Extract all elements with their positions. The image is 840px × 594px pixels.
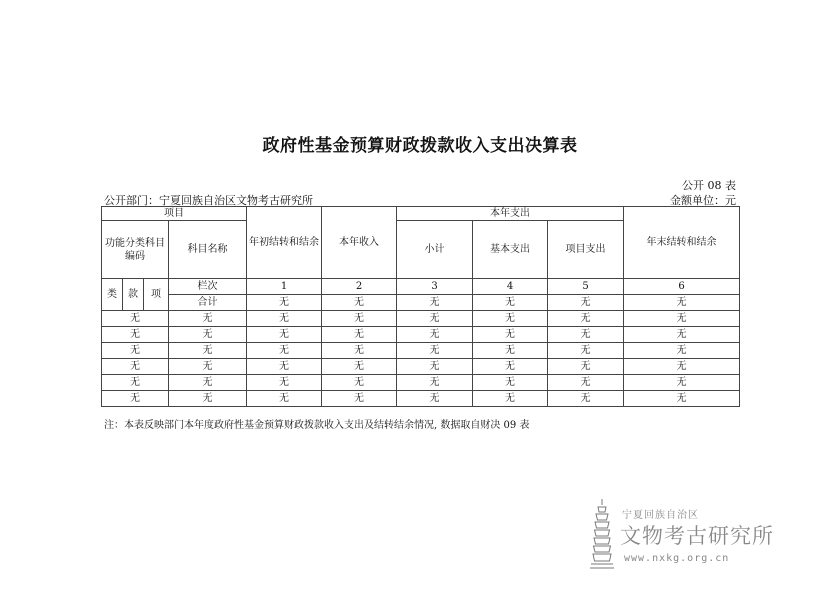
data-cell: 无 bbox=[548, 375, 624, 391]
header-item: 项目 bbox=[102, 207, 247, 221]
data-cell: 无 bbox=[247, 327, 322, 343]
pagoda-icon bbox=[590, 498, 614, 570]
data-cell: 无 bbox=[169, 311, 247, 327]
data-cell: 无 bbox=[169, 327, 247, 343]
header-opening-balance: 年初结转和结余 bbox=[247, 207, 322, 279]
header-function-code: 功能分类科目编码 bbox=[102, 221, 169, 279]
data-cell: 无 bbox=[624, 359, 740, 375]
total-cell: 无 bbox=[322, 295, 397, 311]
header-subtotal: 小计 bbox=[397, 221, 473, 279]
column-number: 4 bbox=[473, 279, 548, 295]
data-cell: 无 bbox=[169, 375, 247, 391]
data-cell: 无 bbox=[322, 359, 397, 375]
data-cell: 无 bbox=[548, 311, 624, 327]
logo-region-text: 宁夏回族自治区 bbox=[622, 510, 699, 521]
data-cell: 无 bbox=[169, 343, 247, 359]
table-row bbox=[102, 311, 740, 327]
data-cell: 无 bbox=[397, 359, 473, 375]
total-cell: 无 bbox=[247, 295, 322, 311]
data-cell: 无 bbox=[247, 391, 322, 407]
header-lei: 类 bbox=[102, 279, 123, 311]
form-number: 公开 08 表 bbox=[682, 179, 736, 192]
data-cell: 无 bbox=[247, 359, 322, 375]
logo-url: www.nxkg.org.cn bbox=[624, 553, 730, 564]
code-cell: 无 bbox=[102, 327, 169, 343]
data-cell: 无 bbox=[473, 327, 548, 343]
data-cell: 无 bbox=[624, 327, 740, 343]
header-kuan: 款 bbox=[123, 279, 144, 311]
data-cell: 无 bbox=[548, 343, 624, 359]
code-cell: 无 bbox=[102, 311, 169, 327]
department-label: 公开部门：宁夏回族自治区文物考古研究所 bbox=[104, 194, 313, 207]
data-cell: 无 bbox=[624, 343, 740, 359]
table-row bbox=[102, 359, 740, 375]
data-cell: 无 bbox=[624, 391, 740, 407]
data-cell: 无 bbox=[473, 311, 548, 327]
data-cell: 无 bbox=[397, 375, 473, 391]
data-cell: 无 bbox=[322, 375, 397, 391]
data-cell: 无 bbox=[397, 327, 473, 343]
institute-logo bbox=[590, 498, 820, 570]
table-row bbox=[102, 327, 740, 343]
data-cell: 无 bbox=[548, 359, 624, 375]
data-cell: 无 bbox=[473, 375, 548, 391]
code-cell: 无 bbox=[102, 375, 169, 391]
data-cell: 无 bbox=[397, 343, 473, 359]
column-number: 2 bbox=[322, 279, 397, 295]
logo-institute-name: 文物考古研究所 bbox=[620, 524, 774, 548]
total-cell: 无 bbox=[473, 295, 548, 311]
header-expense: 本年支出 bbox=[397, 207, 624, 221]
data-cell: 无 bbox=[322, 343, 397, 359]
header-xiang: 项 bbox=[144, 279, 169, 311]
header-subject-name: 科目名称 bbox=[169, 221, 247, 279]
data-cell: 无 bbox=[473, 391, 548, 407]
total-label: 合计 bbox=[169, 295, 247, 311]
page-title: 政府性基金预算财政拨款收入支出决算表 bbox=[262, 136, 578, 156]
data-cell: 无 bbox=[322, 327, 397, 343]
data-cell: 无 bbox=[473, 359, 548, 375]
header-project-expense: 项目支出 bbox=[548, 221, 624, 279]
data-cell: 无 bbox=[247, 343, 322, 359]
budget-table bbox=[101, 206, 740, 407]
column-number: 3 bbox=[397, 279, 473, 295]
data-cell: 无 bbox=[169, 391, 247, 407]
table-row bbox=[102, 375, 740, 391]
total-cell: 无 bbox=[624, 295, 740, 311]
table-row bbox=[102, 343, 740, 359]
data-cell: 无 bbox=[322, 391, 397, 407]
header-closing-balance: 年末结转和结余 bbox=[624, 207, 740, 279]
total-cell: 无 bbox=[548, 295, 624, 311]
data-cell: 无 bbox=[548, 327, 624, 343]
column-number-label: 栏次 bbox=[169, 279, 247, 295]
column-number: 5 bbox=[548, 279, 624, 295]
header-income: 本年收入 bbox=[322, 207, 397, 279]
table-note: 注：本表反映部门本年度政府性基金预算财政拨款收入支出及结转结余情况, 数据取自财决 09 表 bbox=[104, 420, 530, 431]
column-number: 6 bbox=[624, 279, 740, 295]
total-cell: 无 bbox=[397, 295, 473, 311]
amount-unit-label: 金额单位：元 bbox=[670, 194, 736, 207]
data-cell: 无 bbox=[473, 343, 548, 359]
data-cell: 无 bbox=[397, 311, 473, 327]
data-cell: 无 bbox=[397, 391, 473, 407]
data-cell: 无 bbox=[169, 359, 247, 375]
data-cell: 无 bbox=[624, 311, 740, 327]
header-basic-expense: 基本支出 bbox=[473, 221, 548, 279]
code-cell: 无 bbox=[102, 391, 169, 407]
data-cell: 无 bbox=[247, 311, 322, 327]
data-cell: 无 bbox=[624, 375, 740, 391]
data-cell: 无 bbox=[322, 311, 397, 327]
data-cell: 无 bbox=[247, 375, 322, 391]
table-row bbox=[102, 391, 740, 407]
data-cell: 无 bbox=[548, 391, 624, 407]
code-cell: 无 bbox=[102, 343, 169, 359]
code-cell: 无 bbox=[102, 359, 169, 375]
column-number: 1 bbox=[247, 279, 322, 295]
